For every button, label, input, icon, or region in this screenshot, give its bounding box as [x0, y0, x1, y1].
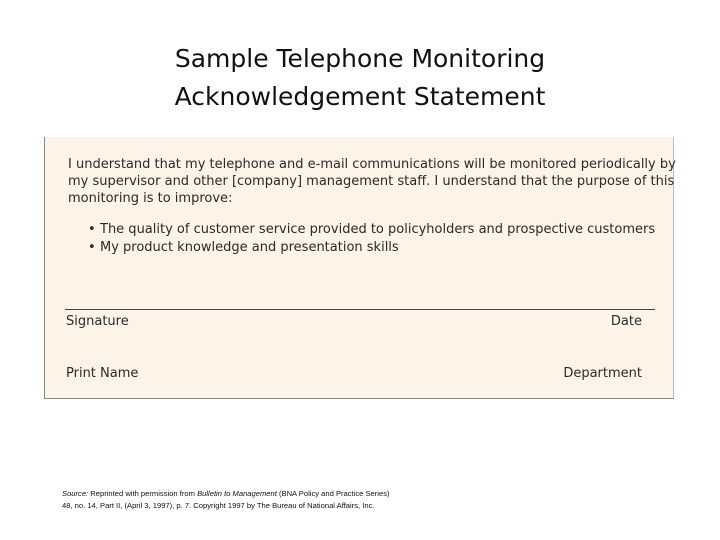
- source-citation: [62, 488, 522, 512]
- bullet-icon: •: [88, 222, 96, 237]
- bullet-text: My product knowledge and presentation skills: [100, 240, 399, 255]
- source-label: Source:: [62, 489, 89, 498]
- source-publication: Bulletin to Management: [197, 489, 277, 498]
- bullet-text: The quality of customer service provided to policyholders and prospective customers: [100, 222, 656, 237]
- source-line-1: [62, 488, 522, 500]
- source-text-after: (BNA Policy and Practice Series): [276, 489, 390, 498]
- title-line-1: Sample Telephone Monitoring: [174, 44, 546, 73]
- statement-line-2: my supervisor and other [company] management staff. I understand that the purpose of this: [68, 174, 675, 189]
- bullet-list: [88, 221, 655, 257]
- source-text-before: Reprinted with permission from: [88, 489, 198, 498]
- bullet-icon: •: [88, 240, 96, 255]
- department-label: Department: [563, 366, 642, 381]
- statement-text: [68, 156, 676, 207]
- bullet-item-product-knowledge: [88, 239, 655, 257]
- signature-label: Signature: [66, 314, 129, 329]
- title-line-2: Acknowledgement Statement: [174, 82, 546, 111]
- acknowledgement-form: [44, 137, 674, 399]
- slide-title: [0, 40, 720, 116]
- statement-line-3: monitoring is to improve:: [68, 191, 233, 206]
- signature-line: [65, 309, 655, 310]
- date-label: Date: [610, 314, 642, 329]
- source-line-2: 48, no. 14, Part II, (April 3, 1997), p. 7. Copyright 1997 by The Bureau of National Affairs, Inc.: [62, 501, 375, 510]
- statement-line-1: I understand that my telephone and e-mail communications will be monitored periodically by: [68, 157, 676, 172]
- bullet-item-customer-service: [88, 221, 655, 239]
- print-name-label: Print Name: [66, 366, 139, 381]
